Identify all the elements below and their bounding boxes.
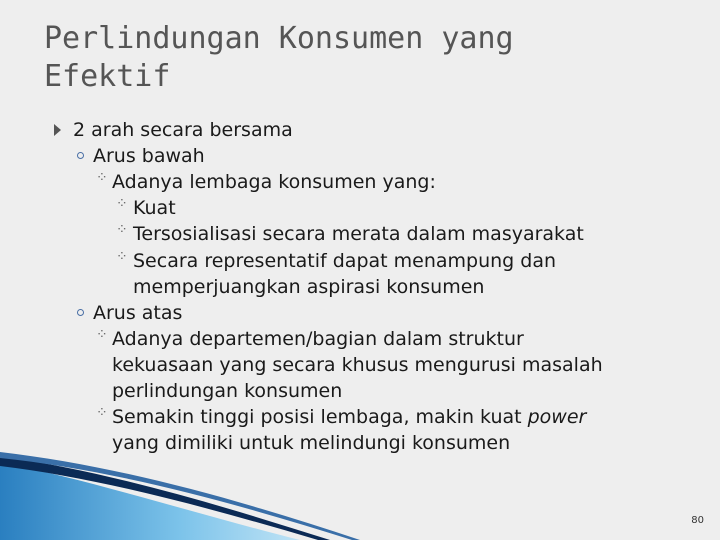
bullet-level3-posisi-power: power [527,406,587,428]
dot-bullet-icon: ⁘ [116,249,128,265]
ring-bullet-icon [77,309,84,316]
ring-bullet-icon [77,152,84,159]
bullet-level4-kuat: Kuat [133,197,176,219]
bullet-level4-representatif-line2: memperjuangkan aspirasi konsumen [133,276,485,298]
slide-title-line-2: Efektif [44,59,171,94]
dot-bullet-icon: ⁘ [96,170,108,186]
bullet-level1: 2 arah secara bersama [73,119,293,141]
bullet-level2-arus-bawah: Arus bawah [93,145,205,167]
bullet-level3-departemen-line2: kekuasaan yang secara khusus mengurusi masalah [112,354,603,376]
bullet-level4-representatif-line1: Secara representatif dapat menampung dan [133,250,557,272]
bullet-level3-posisi-text: Semakin tinggi posisi lembaga, makin kuat [112,406,528,428]
bullet-level4-tersosialisasi: Tersosialisasi secara merata dalam masyarakat [133,223,584,245]
slide-title-line-1: Perlindungan Konsumen yang [44,21,514,56]
triangle-bullet-icon [54,124,61,136]
bullet-level2-arus-atas: Arus atas [93,302,183,324]
dot-bullet-icon: ⁘ [116,222,128,238]
slide-title [44,20,664,96]
bullet-level3-posisi-line1 [112,405,586,429]
bullet-level3-departemen-line3: perlindungan konsumen [112,380,343,402]
bullet-level3-lembaga: Adanya lembaga konsumen yang: [112,171,436,193]
bullet-level3-posisi-line2: yang dimiliki untuk melindungi konsumen [112,432,511,454]
bullet-level3-departemen-line1: Adanya departemen/bagian dalam struktur [112,328,524,350]
dot-bullet-icon: ⁘ [96,327,108,343]
dot-bullet-icon: ⁘ [96,405,108,421]
page-number: 80 [691,515,704,526]
dot-bullet-icon: ⁘ [116,196,128,212]
